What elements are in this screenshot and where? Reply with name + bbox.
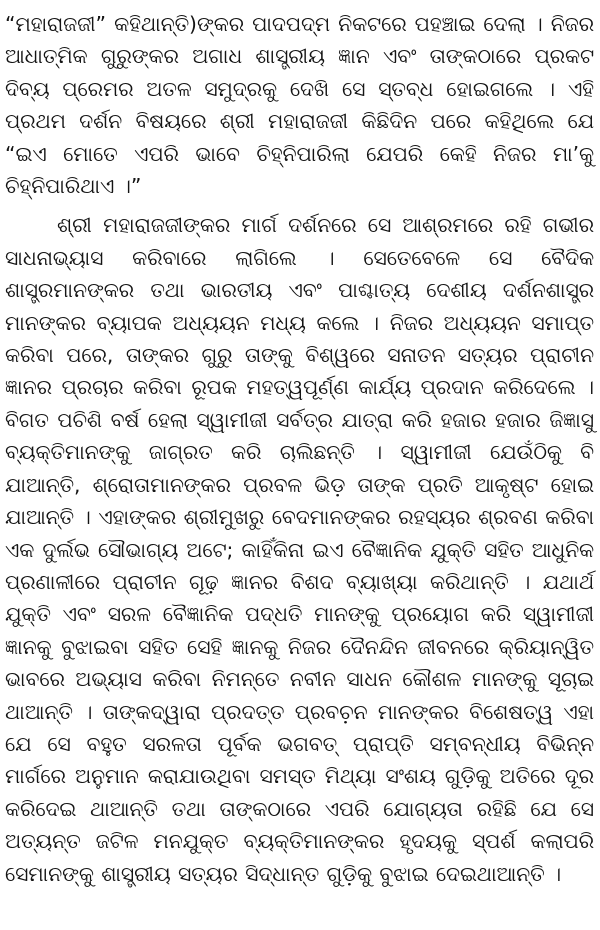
paragraph-2: ଶ୍ରୀ ମହାରାଜଜୀଙ୍କର ମାର୍ଗ ଦର୍ଶନରେ ସେ ଆଶ୍ରମରେ ରହି ଗଭୀର ସାଧନାଭ୍ୟାସ କରିବାରେ ଲାଗିଲେ । ସେତେବେଳେ ସେ ବୈଦିକ ଶାସ୍ତ୍ରମାନଙ୍କର ତଥା ଭାରତୀୟ ଏବଂ ପାଶ୍ଚାତ୍ୟ ଦେଶୀୟ ଦର୍ଶନଶାସ୍ତ୍ର ମାନଙ୍କର ବ୍ୟାପକ ଅଧ୍ୟୟନ ମଧ୍ୟ କଲେ । ନିଜର ଅଧ୍ୟୟନ ସମାପ୍ତ କରିବା ପରେ, ତାଙ୍କର ଗୁରୁ ତାଙ୍କୁ ବିଶ୍ୱରେ ସନାତନ ସତ୍ୟର ପ୍ରାଚୀନ ଜ୍ଞାନର ପ୍ରଚାର କରିବା ରୂପକ ମହତ୍ୱପୂର୍ଣ୍ଣ କାର୍ଯ୍ୟ ପ୍ରଦାନ କରିଦେଲେ । ବିଗତ ପଚିଶି ବର୍ଷ ହେଲା ସ୍ୱାମୀଜୀ ସର୍ବତ୍ର ଯାତ୍ରା କରି ହଜାର ହଜାର ଜିଜ୍ଞାସୁ ବ୍ୟକ୍ତିମାନଙ୍କୁ ଜାଗ୍ରତ କରି ଚାଲିଛନ୍ତି । ସ୍ୱାମୀଜୀ ଯେଉଁଠିକୁ ବି ଯାଆନ୍ତି, ଶ୍ରୋତାମାନଙ୍କର ପ୍ରବଳ ଭିଡ଼ ତାଙ୍କ ପ୍ରତି ଆକୃଷ୍ଟ ହୋଇ ଯାଆନ୍ତି । ଏହାଙ୍କର ଶ୍ରୀମୁଖରୁ ବେଦମାନଙ୍କର ରହସ୍ୟର ଶ୍ରବଣ କରିବା ଏକ ଦୁର୍ଲଭ ସୌଭାଗ୍ୟ ଅଟେ; କାହିଁକିନା ଇଏ ବୈଜ୍ଞାନିକ ଯୁକ୍ତି ସହିତ ଆଧୁନିକ ପ୍ରଣାଳୀରେ ପ୍ରାଚୀନ ଗୂଢ଼ ଜ୍ଞାନର ବିଶଦ ବ୍ୟାଖ୍ୟା କରିଥାନ୍ତି । ଯଥାର୍ଥ ଯୁକ୍ତି ଏବଂ ସରଳ ବୈଜ୍ଞାନିକ ପଦ୍ଧତି ମାନଙ୍କୁ ପ୍ରୟୋଗ କରି ସ୍ୱାମୀଜୀ ଜ୍ଞାନକୁ ବୁଝାଇବା ସହିତ ସେହି ଜ୍ଞାନକୁ ନିଜର ଦୈନନ୍ଦିନ ଜୀବନରେ କ୍ରିୟାନ୍ୱିତ ଭାବରେ ଅଭ୍ୟାସ କରିବା ନିମନ୍ତେ ନବୀନ ସାଧନ କୌଶଳ ମାନଙ୍କୁ ସୂଚାଇ ଥାଆନ୍ତି । ତାଙ୍କଦ୍ୱାରା ପ୍ରଦତ୍ତ ପ୍ରବଚ଼ନ ମାନଙ୍କର ବିଶେଷତ୍ୱ ଏହା ଯେ ସେ ବହୁତ ସରଳତା ପୂର୍ବକ ଭଗବତ୍ ପ୍ରାପ୍ତି ସମ୍ବନ୍ଧୀୟ ବିଭିନ୍ନ ମାର୍ଗରେ ଅନୁମାନ କରାଯାଉଥିବା ସମସ୍ତ ମିଥ୍ୟା ସଂଶୟ ଗୁଡ଼ିକୁ ଅତିରେ ଦୂର କରିଦେଇ ଥାଆନ୍ତି ତଥା ତାଙ୍କଠାରେ ଏପରି ଯୋଗ୍ୟତା ରହିଛି ଯେ ସେ ଅତ୍ୟନ୍ତ ଜଟିଳ ମନଯୁକ୍ତ ବ୍ୟକ୍ତିମାନଙ୍କର ହୃଦୟକୁ ସ୍ପର୍ଶ କଲାପରି ସେମାନଙ୍କୁ ଶାସ୍ତ୍ରୀୟ ସତ୍ୟର ସିଦ୍ଧାନ୍ତ ଗୁଡ଼ିକୁ ବୁଝାଇ ଦେଇଥାଆନ୍ତି । xyxy=(5,213,594,886)
paragraph-1: “ମହାରାଜଜୀ” କହିଥାନ୍ତି)ଙ୍କର ପାଦପଦ୍ମ ନିକଟରେ ପହଞ୍ଚାଇ ଦେଲା । ନିଜର ଆଧାତ୍ମିକ ଗୁରୁଙ୍କର ଅଗାଧ ଶାସ୍ତ୍ରୀୟ ଜ୍ଞାନ ଏବଂ ତାଙ୍କଠାରେ ପ୍ରକଟ ଦିବ୍ୟ ପ୍ରେମର ଅତଳ ସମୁଦ୍ରକୁ ଦେଖି ସେ ସ୍ତବ୍ଧ ହୋଇଗଲେ । ଏହି ପ୍ରଥମ ଦର୍ଶନ ବିଷୟରେ ଶ୍ରୀ ମହାରାଜଜୀ କିଛିଦିନ ପରେ କହିଥିଲେ ଯେ “ଇଏ ମୋତେ ଏପରି ଭାବେ ଚିହ୍ନିପାରିଲା ଯେପରି କେହି ନିଜର ମା’କୁ ଚିହ୍ନିପାରିଥାଏ ।” xyxy=(5,12,594,199)
